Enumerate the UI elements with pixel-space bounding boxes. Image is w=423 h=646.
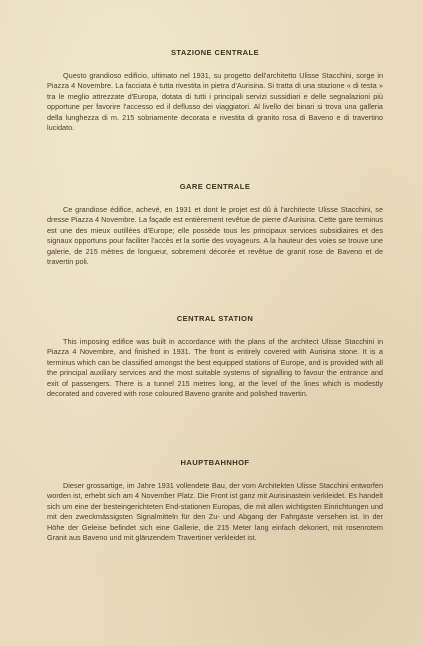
section-english	[47, 314, 383, 399]
section-heading: GARE CENTRALE	[179, 182, 251, 191]
section-text: Dieser grossartige, im Jahre 1931 vollendete Bau, der vom Architekten Ulisse Stacchini entworfen worden ist, erhebt sich am 4 November Platz. Die Front ist ganz mit Aurisinastein verkleidet. Es handelt sich um eine der besteingerichteten End-stationen Europas, die mit allen wichtigsten Einrichtungen und mit den zweckmässigsten Signalmitteln für den Zu- und Abgang der Fahrgäste versehen ist. In der Höhe der Geleise befindet sich eine Gallerie, die 215 Meter lang einfach dekoriert, mit rosenrotem Granit aus Baveno und mit glänzendem Travertiner verkleidet ist.	[47, 481, 383, 543]
section-heading: HAUPTBAHNHOF	[180, 458, 250, 467]
section-text: Ce grandiose édifice, achevé, en 1931 et dont le projet est dû à l'architecte Ulisse Stacchini, se dresse Piazza 4 Novembre. La façade est entièrement revêtue de pierre d'Aurisina. Cette gare terminus est une des mieux outillées d'Europe; elle possède tous les principaux services subsidiaires et des signaux opportuns pour faciliter l'accès et la sortie des voyageurs. A la hauteur des voies se trouve une galerie, de 215 mètres de longueur, sobrement décorée et revêtue de granit rose de Baveno et de travertin poli.	[47, 205, 383, 267]
section-text: This imposing edifice was built in accordance with the plans of the architect Ulisse Stacchini in Piazza 4 Novembre, and finished in 1931. The front is entirely covered with Aurisina stone. It is a terminus which can be classified amongst the best equipped stations of Europe, and is provided with all the principal auxiliary services and the most suitable systems of signalling to favour the entrance and exit of passengers. There is a tunnel 215 metres long, at the level of the lines which is modestly decorated and covered with rose coloured Baveno granite and polished travertin.	[47, 337, 383, 399]
section-heading: CENTRAL STATION	[176, 314, 254, 323]
section-text: Questo grandioso edificio, ultimato nel 1931, su progetto dell'architetto Ulisse Stacchini, sorge in Piazza 4 Novembre. La facciata è tutta rivestita in pietra d'Aurisina. Si tratta di una stazione « di testa » tra le meglio attrezzate d'Europa, dotata di tutti i principali servizi sussidiari e delle segnalazioni più opportune per favorire l'accesso ed il deflusso dei viaggiatori. Al livello dei binari si trova una galleria della lunghezza di m. 215 sobriamente decorata e rivestita di granito rosa di Baveno e di travertino lucidato.	[47, 71, 383, 133]
section-heading: STAZIONE CENTRALE	[170, 48, 260, 57]
section-french	[47, 182, 383, 267]
section-german	[47, 458, 383, 543]
section-italian	[47, 48, 383, 133]
